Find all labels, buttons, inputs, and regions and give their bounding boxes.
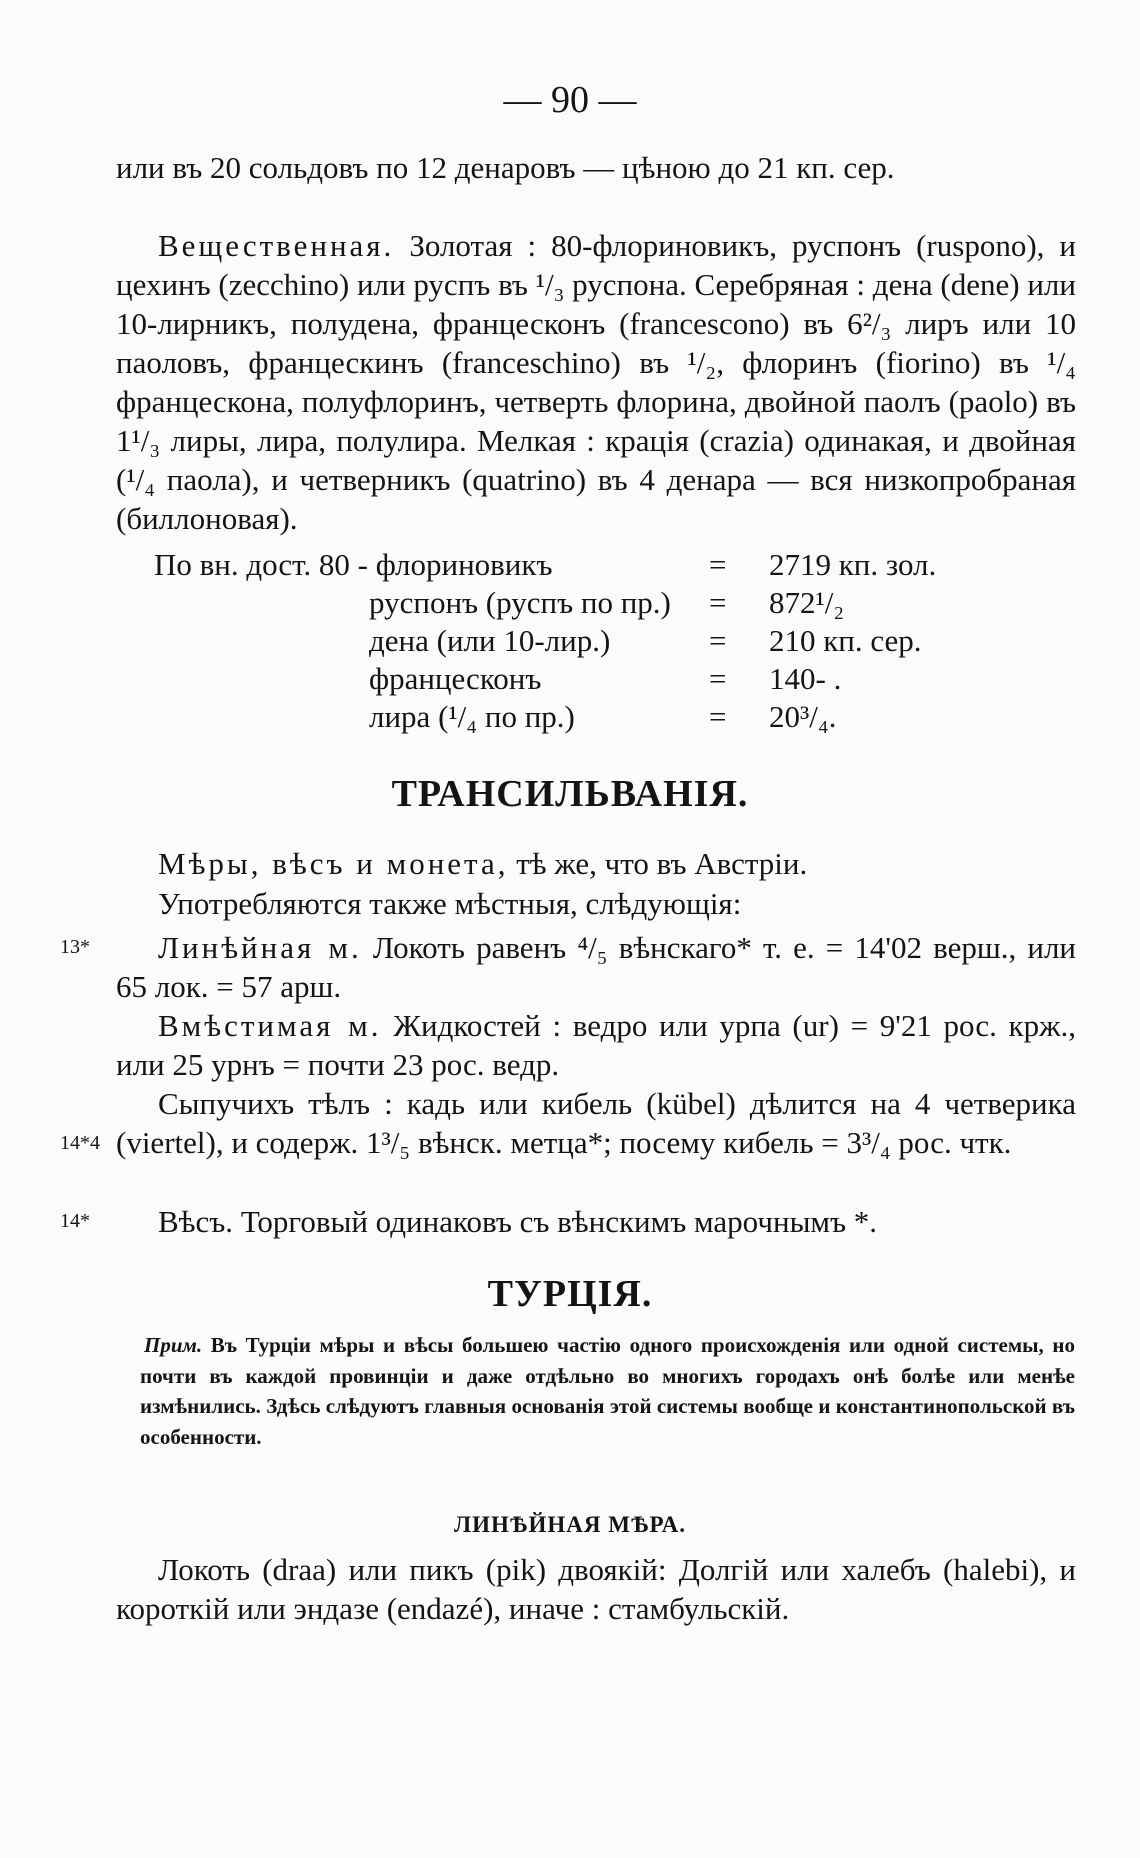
measures-label: Мѣры, вѣсъ и монета, <box>158 846 509 881</box>
heading-transylvania: ТРАНСИЛЬВАНІЯ. <box>391 773 749 815</box>
coins-text: Золотая : 80-флориновикъ, руспонъ (ruspono), и цехинъ (zecchino) или руспъ въ ¹/₃ руспона. Серебряная : дена (dene) или 10-лирникъ, полудена, францесконъ (francescono) въ 6²/₃ лиръ или 10 паоловъ, францескинъ (franceschino) въ ¹/₂, флоринъ (fiorino) въ ¹/₄ францескона, полуфлоринъ, четверть флорина, двойной паолъ (paolo) въ 1¹/₃ лиры, лира, полулира. Мелкая : крація (crazia) одинакая, и двойная (¹/₄ паола), и четверникъ (quatrino) въ 4 денара — вся низкопробраная (биллоновая). <box>116 228 1077 536</box>
value-sign: = <box>709 547 727 582</box>
capacity-text: Жидкостей : ведро или урпа (ur) = 9'21 рос. крж., или 25 урнъ = почти 23 рос. ведр. <box>116 1008 1076 1082</box>
value-amount: 210 кп. сер. <box>769 623 922 658</box>
turkey-linear-text: Локоть (draa) или пикъ (pik) двоякій: Долгій или халебъ (halebi), и короткій или эндазе (endazé), иначе : стамбульскій. <box>116 1552 1076 1626</box>
linear-paragraph <box>116 928 1076 1006</box>
value-amount: 2719 кп. зол. <box>769 547 937 582</box>
local-text: Употребляются также мѣстныя, слѣдующія: <box>158 886 742 921</box>
value-amount: 140- . <box>769 661 842 696</box>
opening-text: или въ 20 сольдовъ по 12 денаровъ — цѣною до 21 кп. сер. <box>116 150 895 185</box>
turkey-linear-paragraph <box>116 1550 1076 1628</box>
linear-text: Локоть равенъ ⁴/₅ вѣнскаго* т. е. = 14'02 верш., или 65 лок. = 57 арш. <box>116 930 1077 1004</box>
weight-text: Торговый одинаковъ съ вѣнскимъ марочнымъ *. <box>240 1204 878 1239</box>
heading-turkey: ТУРЦІЯ. <box>487 1273 653 1315</box>
capacity-label: Вмѣстимая м. <box>158 1008 382 1043</box>
margin-note: 14*4 <box>60 1132 100 1154</box>
weight-paragraph <box>116 1202 1076 1241</box>
value-sign: = <box>709 585 727 620</box>
value-label: францесконъ <box>369 661 542 696</box>
opening-paragraph <box>116 148 1076 187</box>
value-amount: 872¹/₂ <box>769 585 845 620</box>
note-label: Прим. <box>144 1333 203 1357</box>
coins-label: Вещественная. <box>158 228 395 263</box>
value-sign: = <box>709 661 727 696</box>
dry-paragraph <box>116 1084 1076 1162</box>
value-label: руспонъ (руспъ по пр.) <box>369 585 671 620</box>
note-paragraph <box>140 1330 1075 1452</box>
value-sign: = <box>709 623 727 658</box>
note-text: Въ Турціи мѣры и вѣсы большею частію одного происхожденія или одной системы, но почти въ каждой провинціи и даже отдѣльно во многихъ городахъ онѣ болѣе или менѣе измѣнились. Здѣсь слѣдуютъ главныя основанія этой системы вообще и константинопольской въ особенности. <box>140 1333 1076 1449</box>
weight-label: Вѣсъ. <box>158 1204 234 1239</box>
coins-paragraph <box>116 226 1076 538</box>
value-label: По вн. дост. 80 - флориновикъ <box>154 547 553 582</box>
value-label: лира (¹/₄ по пр.) <box>369 699 575 734</box>
page-number: — 90 — <box>503 79 637 121</box>
margin-note: 13* <box>60 936 90 958</box>
linear-label: Линѣйная м. <box>158 930 362 965</box>
dry-label: Сыпучихъ тѣлъ : <box>158 1086 393 1121</box>
linear-measure-heading: ЛИНѢЙНАЯ МѢРА. <box>454 1512 686 1537</box>
value-label: дена (или 10-лир.) <box>369 623 611 658</box>
dry-text: кадь или кибель (kübel) дѣлится на 4 четверика (viertel), и содерж. 1³/₅ вѣнск. метца*; посему кибель = 3³/₄ рос. чтк. <box>116 1086 1077 1160</box>
value-amount: 20³/₄. <box>769 699 837 734</box>
local-paragraph <box>116 884 1076 923</box>
value-sign: = <box>709 699 727 734</box>
measures-paragraph <box>116 844 1076 883</box>
capacity-paragraph <box>116 1006 1076 1084</box>
measures-text: тѣ же, что въ Австріи. <box>516 846 808 881</box>
margin-note: 14* <box>60 1210 90 1232</box>
